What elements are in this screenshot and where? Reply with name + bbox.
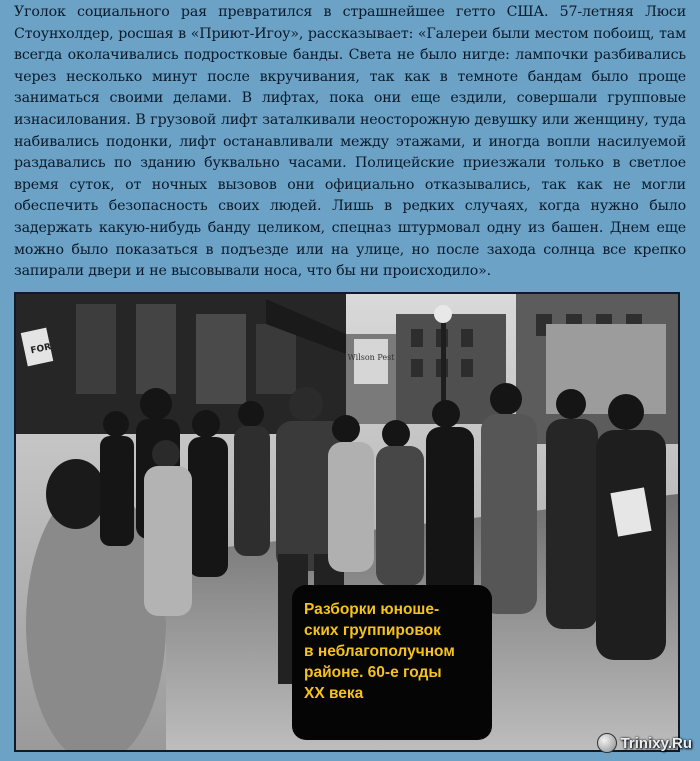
watermark <box>597 733 692 753</box>
watermark-globe-icon <box>597 733 617 753</box>
article-text: Уголок социального рая превратился в страшнейшее гетто США. 57-летняя Люси Стоунхолдер, росшая в «Приют-Игоу», рассказывает: «Галереи были местом побоищ, там всегда околачивались подростковые банды. Света не было нигде: лампочки разбивались через несколько минут после вкручивания, так как в темноте бандам было проще заниматься своими делами. В лифтах, пока они еще ездили, совершали групповые изнасилования. В грузовой лифт заталкивали неосторожную девушку или женщину, туда набивались подонки, лифт останавливали между этажами, и иногда вопли насилуемой раздавались по зданию буквально часами. Полицейские приезжали только в светлое время суток, от ночных вызовов они официально отказывались, так как не могли обеспечить безопасность своих людей. Лишь в редких случаях, когда нужно было задержать какую-нибудь банду целиком, спецназ штурмовал одну из башен. Днем еще можно было показаться в подъезде или на улице, но после захода солнца все крепко запирали двери и не высовывали носа, что бы ни происходило». <box>14 4 686 280</box>
photo-caption: Разборки юноше- ских группировок в неблагополучном районе. 60-е годы XX века <box>304 601 455 702</box>
store-sign: Wilson Pest <box>347 353 395 362</box>
photo-caption-box <box>292 585 492 740</box>
watermark-text: Trinixy.Ru <box>620 734 692 752</box>
svg-text:FOR: FOR <box>29 342 53 357</box>
